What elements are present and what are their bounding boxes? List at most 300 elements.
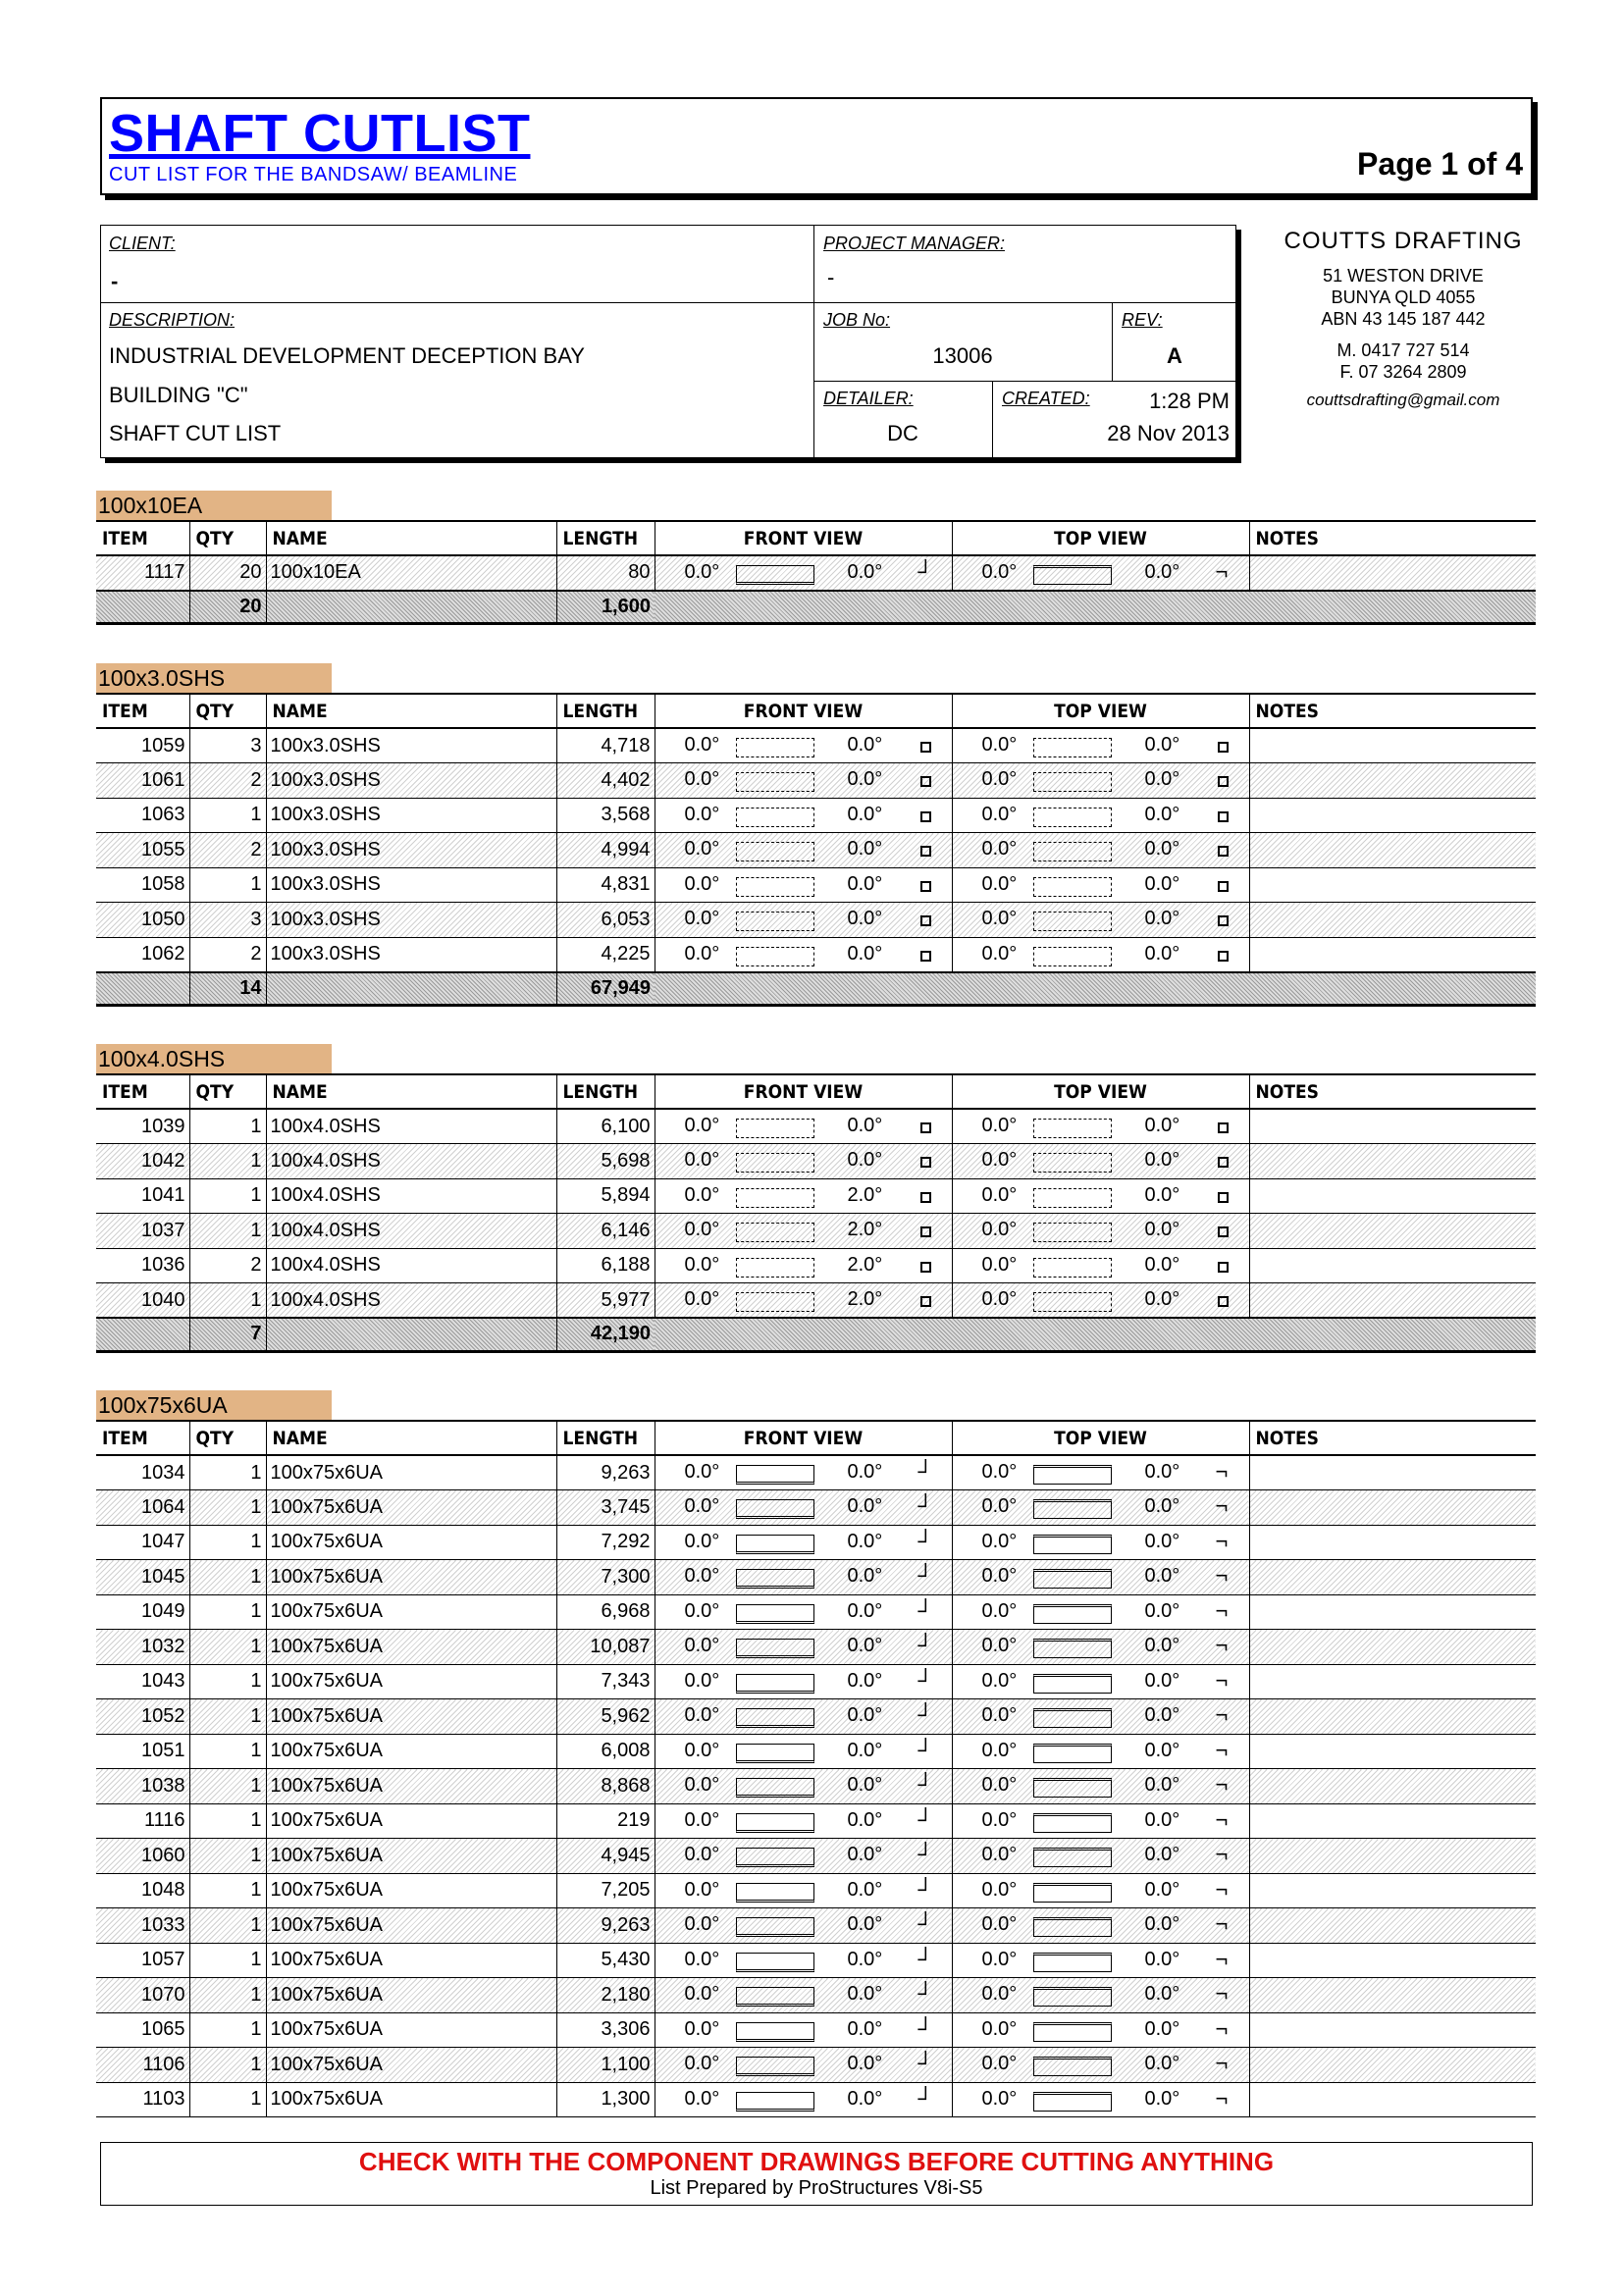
front-view-cell [655,1525,952,1560]
angle-end: 2.0° [847,1219,883,1240]
corner-up-icon: ¬ [1215,1772,1229,1797]
angle-end: 0.0° [1144,1530,1180,1552]
angle-end: 0.0° [847,2053,883,2074]
prepared-by: List Prepared by ProStructures V8i-S5 [650,2177,983,2199]
angle-start: 0.0° [684,1878,720,1901]
column-header-notes: NOTES [1249,694,1536,728]
front-view-cell [655,1699,952,1735]
detailer-value: DC [887,421,918,445]
length-cell: 4,402 [556,763,655,799]
corner-down-icon: ┘ [917,1772,934,1797]
column-header-qty: QTY [189,1074,266,1109]
corner-up-icon: ¬ [1215,1842,1229,1866]
front-view-cell [655,1908,952,1944]
company-address-line-2: BUNYA QLD 4055 [1331,287,1476,307]
front-view-cell [655,903,952,938]
angle-start: 0.0° [981,1565,1018,1587]
item-cell: 1062 [96,937,189,972]
top-view-cell [952,728,1249,763]
angle-start: 0.0° [684,908,720,929]
notes-cell [1249,555,1536,591]
total-qty: 14 [189,972,266,1006]
top-view-cell [952,2012,1249,2048]
top-view-cell [952,1873,1249,1908]
angle-start: 0.0° [684,872,720,895]
column-header-qty: QTY [189,1421,266,1455]
name-cell: 100x75x6UA [266,1699,556,1735]
column-header-front: FRONT VIEW [655,1421,952,1455]
angle-end: 0.0° [847,1878,883,1901]
column-header-name: NAME [266,694,556,728]
column-header-name: NAME [266,521,556,555]
corner-up-icon: ¬ [1215,1493,1229,1518]
hollow-section-icon [736,912,814,931]
item-cell: 1048 [96,1873,189,1908]
company-block [1246,228,1560,410]
front-view-cell [655,1664,952,1699]
total-row [96,591,1536,624]
table-row [96,1594,1536,1630]
qty-cell: 1 [189,1283,266,1319]
table-row [96,1839,1536,1874]
top-view-cell [952,867,1249,903]
top-view-cell [952,1525,1249,1560]
length-cell: 5,698 [556,1144,655,1179]
name-cell: 100x75x6UA [266,1943,556,1978]
angle-end: 0.0° [847,1913,883,1935]
hollow-section-icon [736,1258,814,1278]
divider [992,381,993,459]
detailer-label: DETAILER: [823,389,914,408]
item-cell: 1117 [96,555,189,591]
table-row [96,2082,1536,2117]
length-cell: 7,292 [556,1525,655,1560]
angle-end: 0.0° [847,1530,883,1552]
angle-start: 0.0° [981,1669,1018,1692]
square-end-icon [920,1192,931,1203]
corner-up-icon: ¬ [1215,1702,1229,1727]
column-header-name: NAME [266,1421,556,1455]
length-cell: 6,146 [556,1214,655,1249]
angle-section-icon [736,1604,814,1624]
length-cell: 6,053 [556,903,655,938]
table-header-row [96,1421,1536,1455]
notes-cell [1249,1734,1536,1769]
square-end-icon [1218,811,1229,822]
corner-down-icon: ┘ [917,1563,934,1588]
angle-end: 0.0° [1144,2087,1180,2110]
column-header-top: TOP VIEW [952,694,1249,728]
angle-section-icon [736,1674,814,1694]
front-view-cell [655,1490,952,1526]
project-manager-label: PROJECT MANAGER: [823,234,1006,253]
angle-start: 0.0° [981,1183,1018,1206]
hollow-section-icon [1033,1119,1112,1138]
angle-end: 0.0° [1144,768,1180,790]
front-view-cell [655,2048,952,2083]
corner-up-icon: ¬ [1215,1737,1229,1762]
length-cell: 6,100 [556,1109,655,1144]
angle-section-icon [736,1744,814,1763]
angle-section-icon [1033,1499,1112,1519]
length-cell: 7,205 [556,1873,655,1908]
angle-section-icon [736,2057,814,2076]
hollow-section-icon [1033,947,1112,966]
total-blank [266,972,556,1006]
angle-section-icon [1033,2022,1112,2042]
angle-end: 0.0° [1144,1983,1180,2005]
top-view-cell [952,903,1249,938]
created-time: 1:28 PM [1149,389,1230,413]
angle-start: 0.0° [684,1599,720,1622]
qty-cell: 1 [189,1769,266,1804]
table-row [96,1490,1536,1526]
qty-cell: 1 [189,1699,266,1735]
item-cell: 1063 [96,798,189,833]
front-view-cell [655,1630,952,1665]
angle-section-icon [1033,1604,1112,1624]
length-cell: 4,831 [556,867,655,903]
client-value: - [111,269,119,293]
item-cell: 1116 [96,1803,189,1839]
section-title: 100x75x6UA [96,1390,332,1420]
length-cell: 4,994 [556,833,655,868]
angle-end: 0.0° [1144,1635,1180,1656]
item-cell: 1037 [96,1214,189,1249]
table-row [96,1803,1536,1839]
angle-end: 0.0° [1144,1948,1180,1970]
angle-start: 0.0° [684,2053,720,2074]
qty-cell: 2 [189,833,266,868]
hollow-section-icon [1033,808,1112,827]
item-cell: 1052 [96,1699,189,1735]
name-cell: 100x75x6UA [266,2048,556,2083]
name-cell: 100x75x6UA [266,1908,556,1944]
length-cell: 3,568 [556,798,655,833]
angle-start: 0.0° [684,1149,720,1171]
angle-start: 0.0° [981,768,1018,790]
square-end-icon [920,811,931,822]
column-header-length: LENGTH [556,1421,655,1455]
top-view-cell [952,1664,1249,1699]
qty-cell: 3 [189,903,266,938]
angle-start: 0.0° [981,1530,1018,1552]
name-cell: 100x75x6UA [266,1803,556,1839]
company-fax: F. 07 3264 2809 [1339,362,1467,382]
square-end-icon [920,1226,931,1237]
notes-cell [1249,1525,1536,1560]
angle-start: 0.0° [684,2017,720,2040]
front-view-cell [655,1560,952,1595]
name-cell: 100x4.0SHS [266,1248,556,1283]
angle-start: 0.0° [684,1704,720,1726]
total-row [96,1318,1536,1351]
angle-section-icon [1033,1465,1112,1485]
angle-start: 0.0° [981,1149,1018,1171]
qty-cell: 1 [189,1978,266,2013]
corner-up-icon: ¬ [1215,1667,1229,1693]
length-cell: 6,968 [556,1594,655,1630]
project-manager-value: - [827,265,835,289]
square-end-icon [920,915,931,926]
front-view-cell [655,1455,952,1490]
notes-cell [1249,728,1536,763]
corner-down-icon: ┘ [917,1876,934,1902]
corner-down-icon: ┘ [917,1806,934,1832]
revision-label: REV: [1122,310,1163,330]
square-end-icon [920,846,931,857]
angle-start: 0.0° [684,1635,720,1656]
angle-start: 0.0° [981,872,1018,895]
item-cell: 1064 [96,1490,189,1526]
corner-up-icon: ¬ [1215,1459,1229,1484]
qty-cell: 1 [189,1109,266,1144]
column-header-item: ITEM [96,1074,189,1109]
job-number-value: 13006 [932,343,993,368]
angle-end: 0.0° [1144,872,1180,895]
name-cell: 100x75x6UA [266,2082,556,2117]
section-title: 100x10EA [96,491,332,520]
angle-end: 0.0° [1144,1219,1180,1240]
qty-cell: 1 [189,1664,266,1699]
notes-cell [1249,1978,1536,2013]
cutting-warning: CHECK WITH THE COMPONENT DRAWINGS BEFORE CUTTING ANYTHING [358,2147,1275,2176]
angle-end: 0.0° [1144,2017,1180,2040]
length-cell: 1,300 [556,2082,655,2117]
corner-down-icon: ┘ [917,1528,934,1553]
title-block [100,97,1533,195]
angle-section-icon [736,1813,814,1833]
angle-start: 0.0° [684,803,720,825]
top-view-cell [952,763,1249,799]
total-length: 1,600 [556,591,655,624]
total-fill [655,591,1536,624]
angle-end: 0.0° [847,1774,883,1796]
table-row [96,1109,1536,1144]
angle-end: 0.0° [847,1808,883,1831]
angle-end: 0.0° [1144,1565,1180,1587]
length-cell: 6,008 [556,1734,655,1769]
total-blank [266,1318,556,1351]
angle-start: 0.0° [684,1253,720,1276]
length-cell: 5,894 [556,1178,655,1214]
angle-end: 0.0° [847,1704,883,1726]
item-cell: 1036 [96,1248,189,1283]
square-end-icon [1218,742,1229,753]
length-cell: 3,745 [556,1490,655,1526]
name-cell: 100x75x6UA [266,1839,556,1874]
angle-end: 0.0° [847,942,883,965]
angle-end: 0.0° [847,2017,883,2040]
name-cell: 100x3.0SHS [266,937,556,972]
qty-cell: 1 [189,1455,266,1490]
corner-up-icon: ¬ [1215,1597,1229,1623]
table-header-row [96,1074,1536,1109]
name-cell: 100x10EA [266,555,556,591]
corner-up-icon: ¬ [1215,559,1229,584]
angle-section-icon [1033,2057,1112,2076]
notes-cell [1249,1699,1536,1735]
hollow-section-icon [1033,912,1112,931]
hollow-section-icon [1033,772,1112,792]
column-header-length: LENGTH [556,521,655,555]
angle-end: 0.0° [1144,1495,1180,1517]
created-label: CREATED: [1002,389,1090,408]
angle-end: 0.0° [1144,1878,1180,1901]
angle-section-icon [1033,1639,1112,1658]
qty-cell: 2 [189,763,266,799]
item-cell: 1058 [96,867,189,903]
notes-cell [1249,1664,1536,1699]
angle-start: 0.0° [684,1983,720,2005]
cutlist-table [96,1420,1536,2117]
angle-start: 0.0° [684,1565,720,1587]
company-address-line-1: 51 WESTON DRIVE [1323,266,1484,286]
angle-end: 0.0° [847,1739,883,1761]
top-view-cell [952,1699,1249,1735]
angle-section-icon [1033,1848,1112,1867]
total-length: 42,190 [556,1318,655,1351]
angle-section-icon [1033,1953,1112,1972]
name-cell: 100x4.0SHS [266,1214,556,1249]
square-end-icon [1218,881,1229,892]
corner-up-icon: ¬ [1215,2051,1229,2075]
total-blank [96,1318,189,1351]
corner-down-icon: ┘ [917,2015,934,2041]
item-cell: 1039 [96,1109,189,1144]
square-end-icon [1218,1296,1229,1307]
corner-down-icon: ┘ [917,559,934,584]
length-cell: 2,180 [556,1978,655,2013]
angle-section-icon [1033,1674,1112,1694]
front-view-cell [655,763,952,799]
corner-down-icon: ┘ [917,1633,934,1657]
table-row [96,1178,1536,1214]
qty-cell: 1 [189,1943,266,1978]
name-cell: 100x4.0SHS [266,1144,556,1179]
table-row [96,1630,1536,1665]
hollow-section-icon [1033,1258,1112,1278]
table-row [96,1734,1536,1769]
angle-section-icon [736,2092,814,2112]
front-view-cell [655,833,952,868]
top-view-cell [952,1943,1249,1978]
name-cell: 100x75x6UA [266,1734,556,1769]
total-fill [655,1318,1536,1351]
name-cell: 100x4.0SHS [266,1178,556,1214]
item-cell: 1059 [96,728,189,763]
angle-start: 0.0° [981,1948,1018,1970]
cutlist-table [96,693,1536,1007]
document-subtitle: CUT LIST FOR THE BANDSAW/ BEAMLINE [109,164,518,185]
angle-section-icon [1033,1535,1112,1554]
hollow-section-icon [736,1223,814,1242]
angle-section-icon [1033,1883,1112,1903]
angle-start: 0.0° [981,2087,1018,2110]
square-end-icon [1218,1157,1229,1168]
angle-end: 0.0° [1144,1599,1180,1622]
top-view-cell [952,798,1249,833]
angle-end: 0.0° [847,908,883,929]
top-view-cell [952,555,1249,591]
front-view-cell [655,937,952,972]
divider [101,302,1237,303]
length-cell: 6,188 [556,1248,655,1283]
item-cell: 1106 [96,2048,189,2083]
total-blank [266,591,556,624]
angle-start: 0.0° [981,1913,1018,1935]
notes-cell [1249,1178,1536,1214]
notes-cell [1249,1769,1536,1804]
angle-end: 0.0° [1144,1669,1180,1692]
angle-end: 0.0° [847,1669,883,1692]
front-view-cell [655,1144,952,1179]
qty-cell: 1 [189,1630,266,1665]
qty-cell: 3 [189,728,266,763]
angle-start: 0.0° [684,1288,720,1310]
angle-end: 0.0° [847,734,883,756]
angle-start: 0.0° [981,1739,1018,1761]
top-view-cell [952,1560,1249,1595]
column-header-item: ITEM [96,694,189,728]
corner-up-icon: ¬ [1215,1563,1229,1588]
item-cell: 1061 [96,763,189,799]
corner-down-icon: ┘ [917,1842,934,1866]
angle-end: 0.0° [1144,803,1180,825]
name-cell: 100x75x6UA [266,2012,556,2048]
front-view-cell [655,798,952,833]
table-row [96,1144,1536,1179]
square-end-icon [920,1296,931,1307]
qty-cell: 1 [189,1144,266,1179]
square-end-icon [1218,776,1229,787]
angle-end: 0.0° [847,1635,883,1656]
angle-end: 0.0° [1144,838,1180,860]
angle-start: 0.0° [981,1635,1018,1656]
angle-end: 2.0° [847,1288,883,1310]
angle-end: 0.0° [847,1461,883,1483]
table-row [96,903,1536,938]
angle-end: 0.0° [847,768,883,790]
top-view-cell [952,1178,1249,1214]
company-mobile: M. 0417 727 514 [1336,340,1470,360]
corner-down-icon: ┘ [917,1597,934,1623]
table-row [96,728,1536,763]
item-cell: 1060 [96,1839,189,1874]
column-header-name: NAME [266,1074,556,1109]
column-header-notes: NOTES [1249,1074,1536,1109]
qty-cell: 1 [189,1908,266,1944]
top-view-cell [952,1978,1249,2013]
table-row [96,1699,1536,1735]
front-view-cell [655,2012,952,2048]
angle-start: 0.0° [981,803,1018,825]
corner-down-icon: ┘ [917,1911,934,1936]
angle-start: 0.0° [684,1844,720,1865]
top-view-cell [952,2082,1249,2117]
angle-section-icon [736,565,814,585]
description-line-1: INDUSTRIAL DEVELOPMENT DECEPTION BAY [109,343,585,368]
name-cell: 100x4.0SHS [266,1283,556,1319]
hollow-section-icon [736,947,814,966]
total-qty: 7 [189,1318,266,1351]
item-cell: 1040 [96,1283,189,1319]
notes-cell [1249,2048,1536,2083]
angle-start: 0.0° [684,768,720,790]
table-row [96,1248,1536,1283]
length-cell: 80 [556,555,655,591]
cutlist-table [96,520,1536,625]
